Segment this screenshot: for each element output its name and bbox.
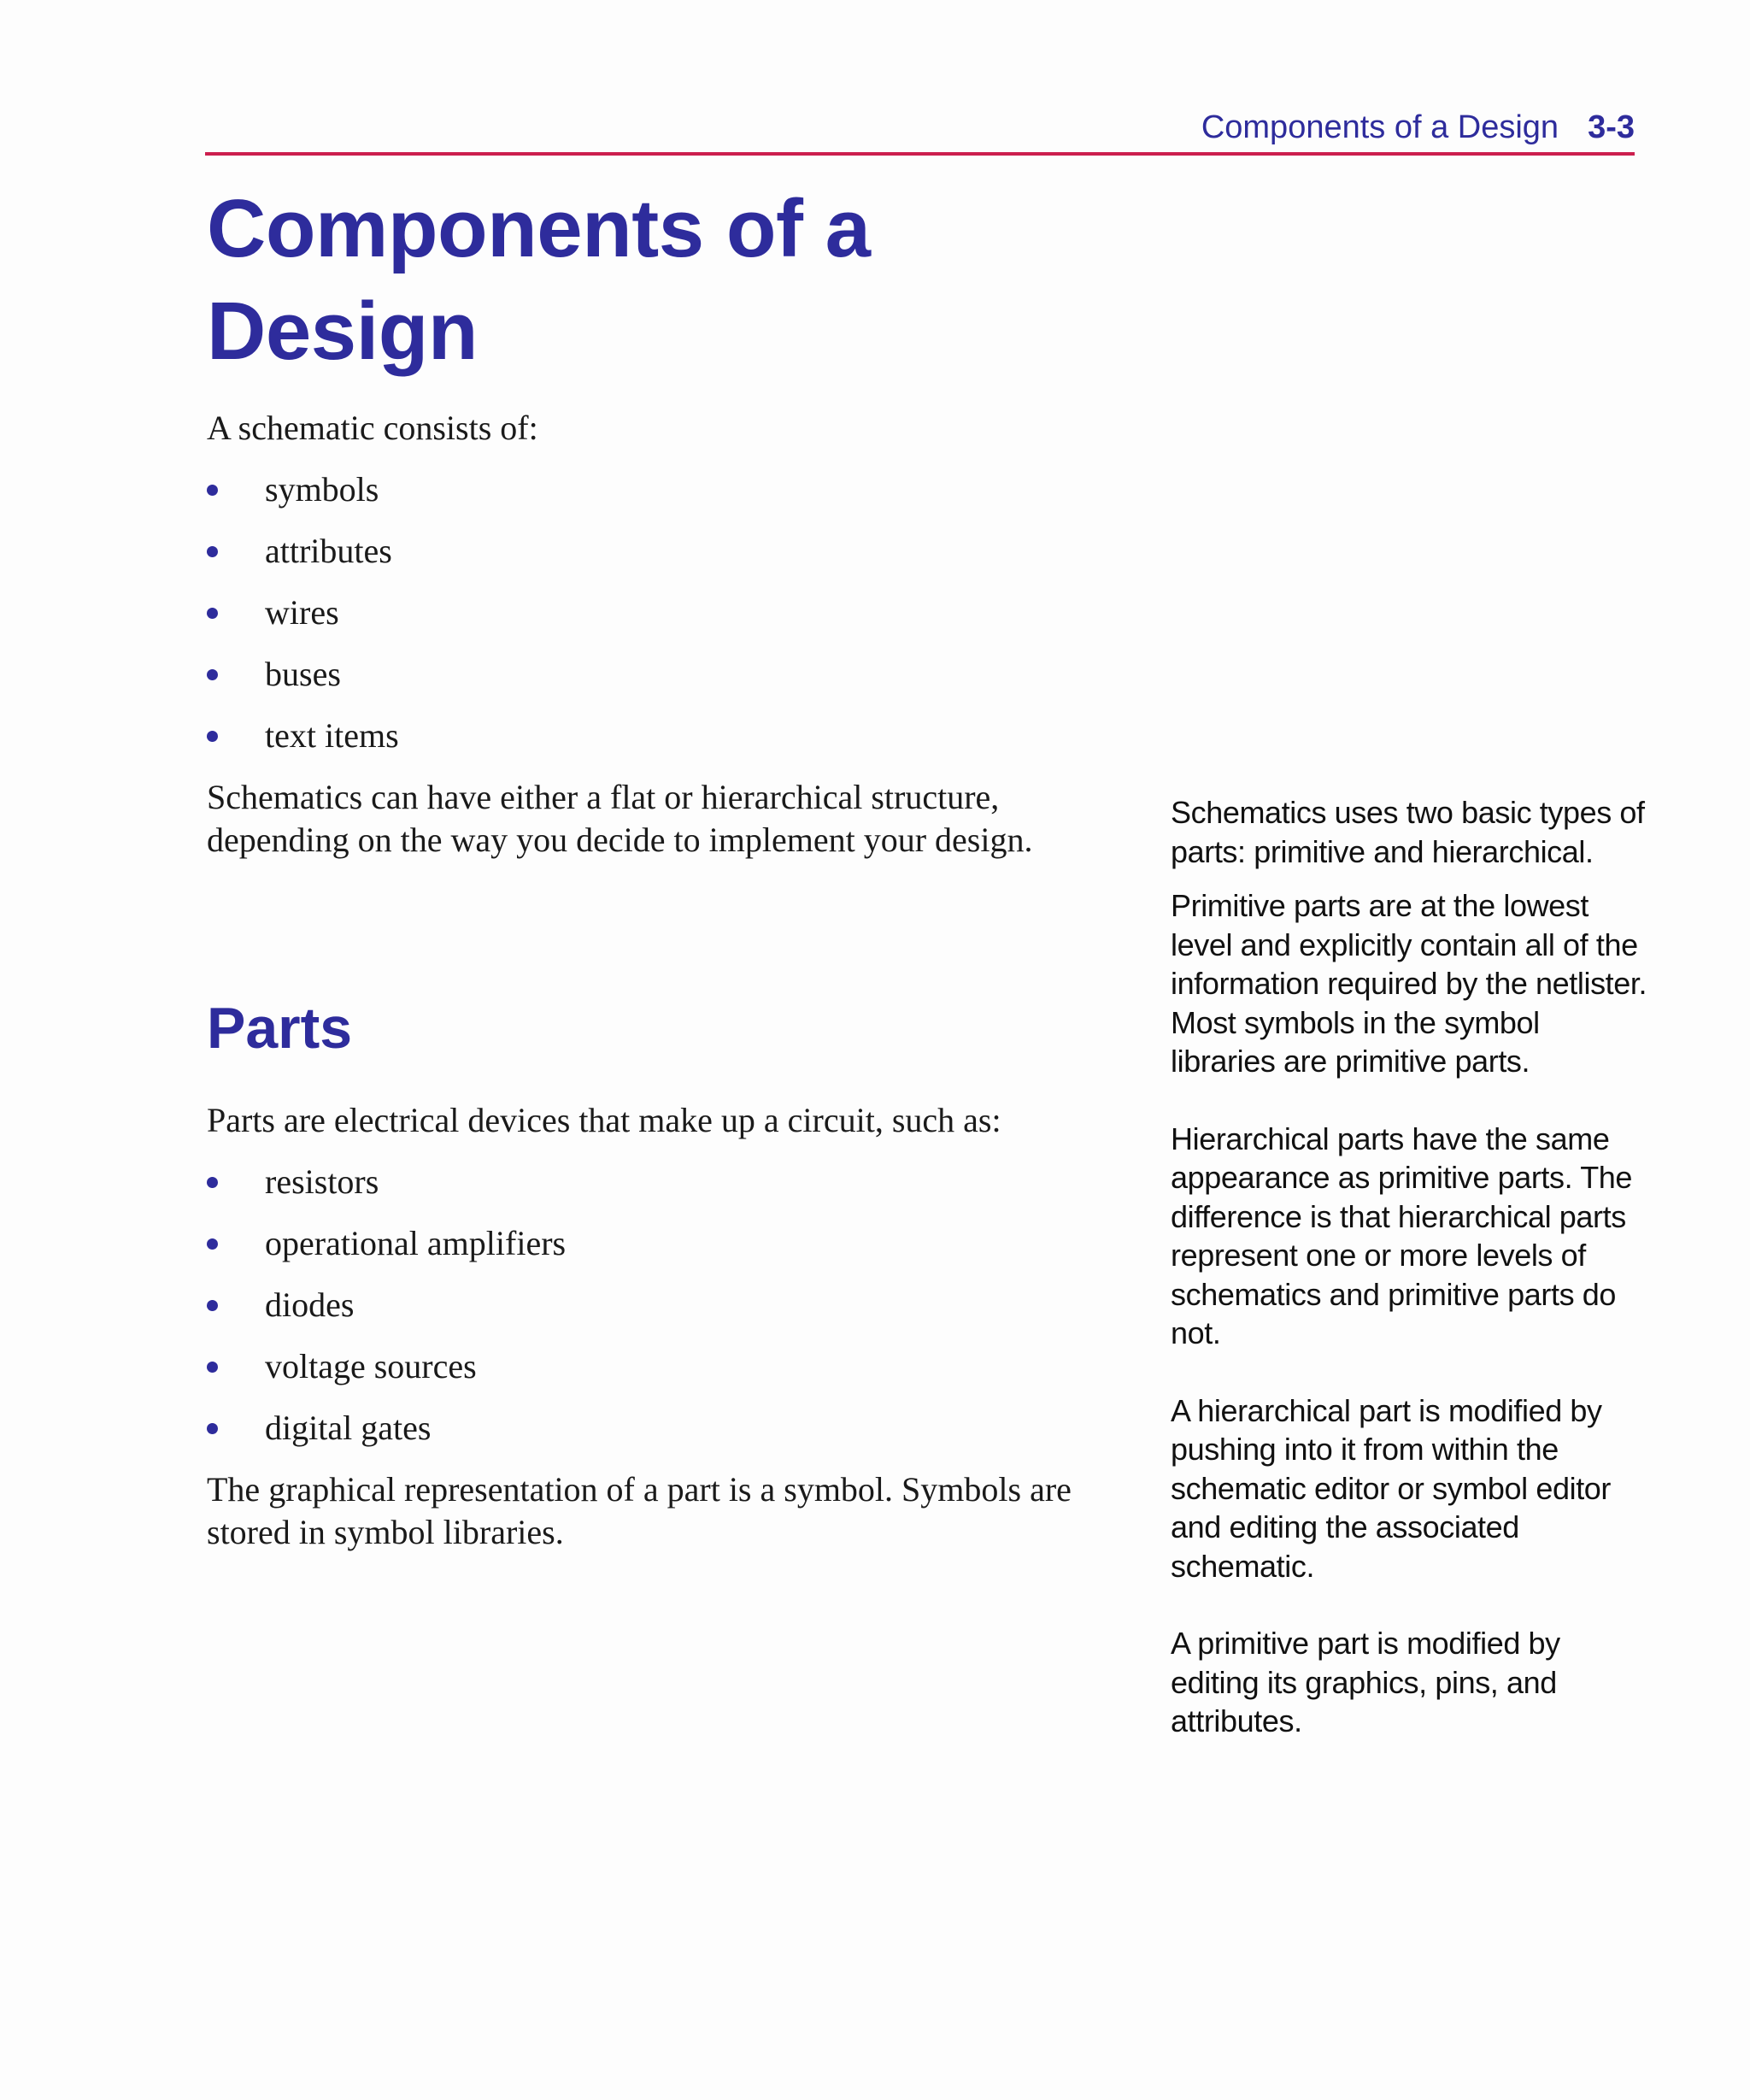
parts-items-list (207, 1161, 1138, 1450)
parts-intro: Parts are electrical devices that make up a circuit, such as: (207, 1101, 1001, 1139)
bullet-icon (207, 1423, 218, 1434)
bullet-icon (207, 669, 218, 680)
list-item: resistors (207, 1161, 1138, 1203)
bullet-icon (207, 546, 218, 557)
bullet-icon (207, 485, 218, 496)
bullet-icon (207, 608, 218, 619)
schematic-items-list (207, 468, 1138, 757)
sidebar-notes (1171, 793, 1649, 1741)
bullet-icon (207, 1238, 218, 1250)
list-item: buses (207, 653, 1138, 696)
schematic-intro: A schematic consists of: (207, 409, 538, 447)
bullet-icon (207, 1177, 218, 1188)
parts-heading: Parts (207, 996, 353, 1061)
list-item: diodes (207, 1284, 1138, 1326)
bullet-icon (207, 1300, 218, 1311)
list-item: digital gates (207, 1407, 1138, 1450)
running-header-title: Components of a Design (1201, 109, 1559, 145)
parts-section (207, 990, 1138, 1554)
parts-closing-paragraph: The graphical representation of a part is a symbol. Symbols are stored in symbol libraries. (207, 1470, 1072, 1551)
list-item: attributes (207, 530, 1138, 573)
list-item: text items (207, 715, 1138, 757)
list-item: operational amplifiers (207, 1222, 1138, 1265)
list-item: voltage sources (207, 1345, 1138, 1388)
running-header (205, 103, 1635, 156)
list-item: symbols (207, 468, 1138, 511)
bullet-icon (207, 1362, 218, 1373)
page-number: 3-3 (1588, 109, 1635, 145)
sidebar-note: Primitive parts are at the lowest level and explicitly contain all of the information required by the netlister. Most symbols in the symbol libraries are primitive parts. (1171, 888, 1647, 1079)
sidebar-note: Hierarchical parts have the same appearance as primitive parts. The difference is that hierarchical parts represent one or more levels of schematics and primitive parts do not. (1171, 1121, 1633, 1350)
structure-paragraph: Schematics can have either a flat or hierarchical structure, depending on the way you decide to implement your design. (207, 778, 1033, 859)
main-column (207, 178, 1138, 1554)
list-item: wires (207, 591, 1138, 634)
sidebar-note: Schematics uses two basic types of parts: primitive and hierarchical. (1171, 795, 1645, 869)
sidebar-note: A primitive part is modified by editing its graphics, pins, and attributes. (1171, 1626, 1560, 1738)
page-title: Components of a Design (207, 183, 871, 377)
bullet-icon (207, 731, 218, 742)
sidebar-note: A hierarchical part is modified by pushing into it from within the schematic editor or symbol editor and editing the associated schematic. (1171, 1392, 1612, 1584)
